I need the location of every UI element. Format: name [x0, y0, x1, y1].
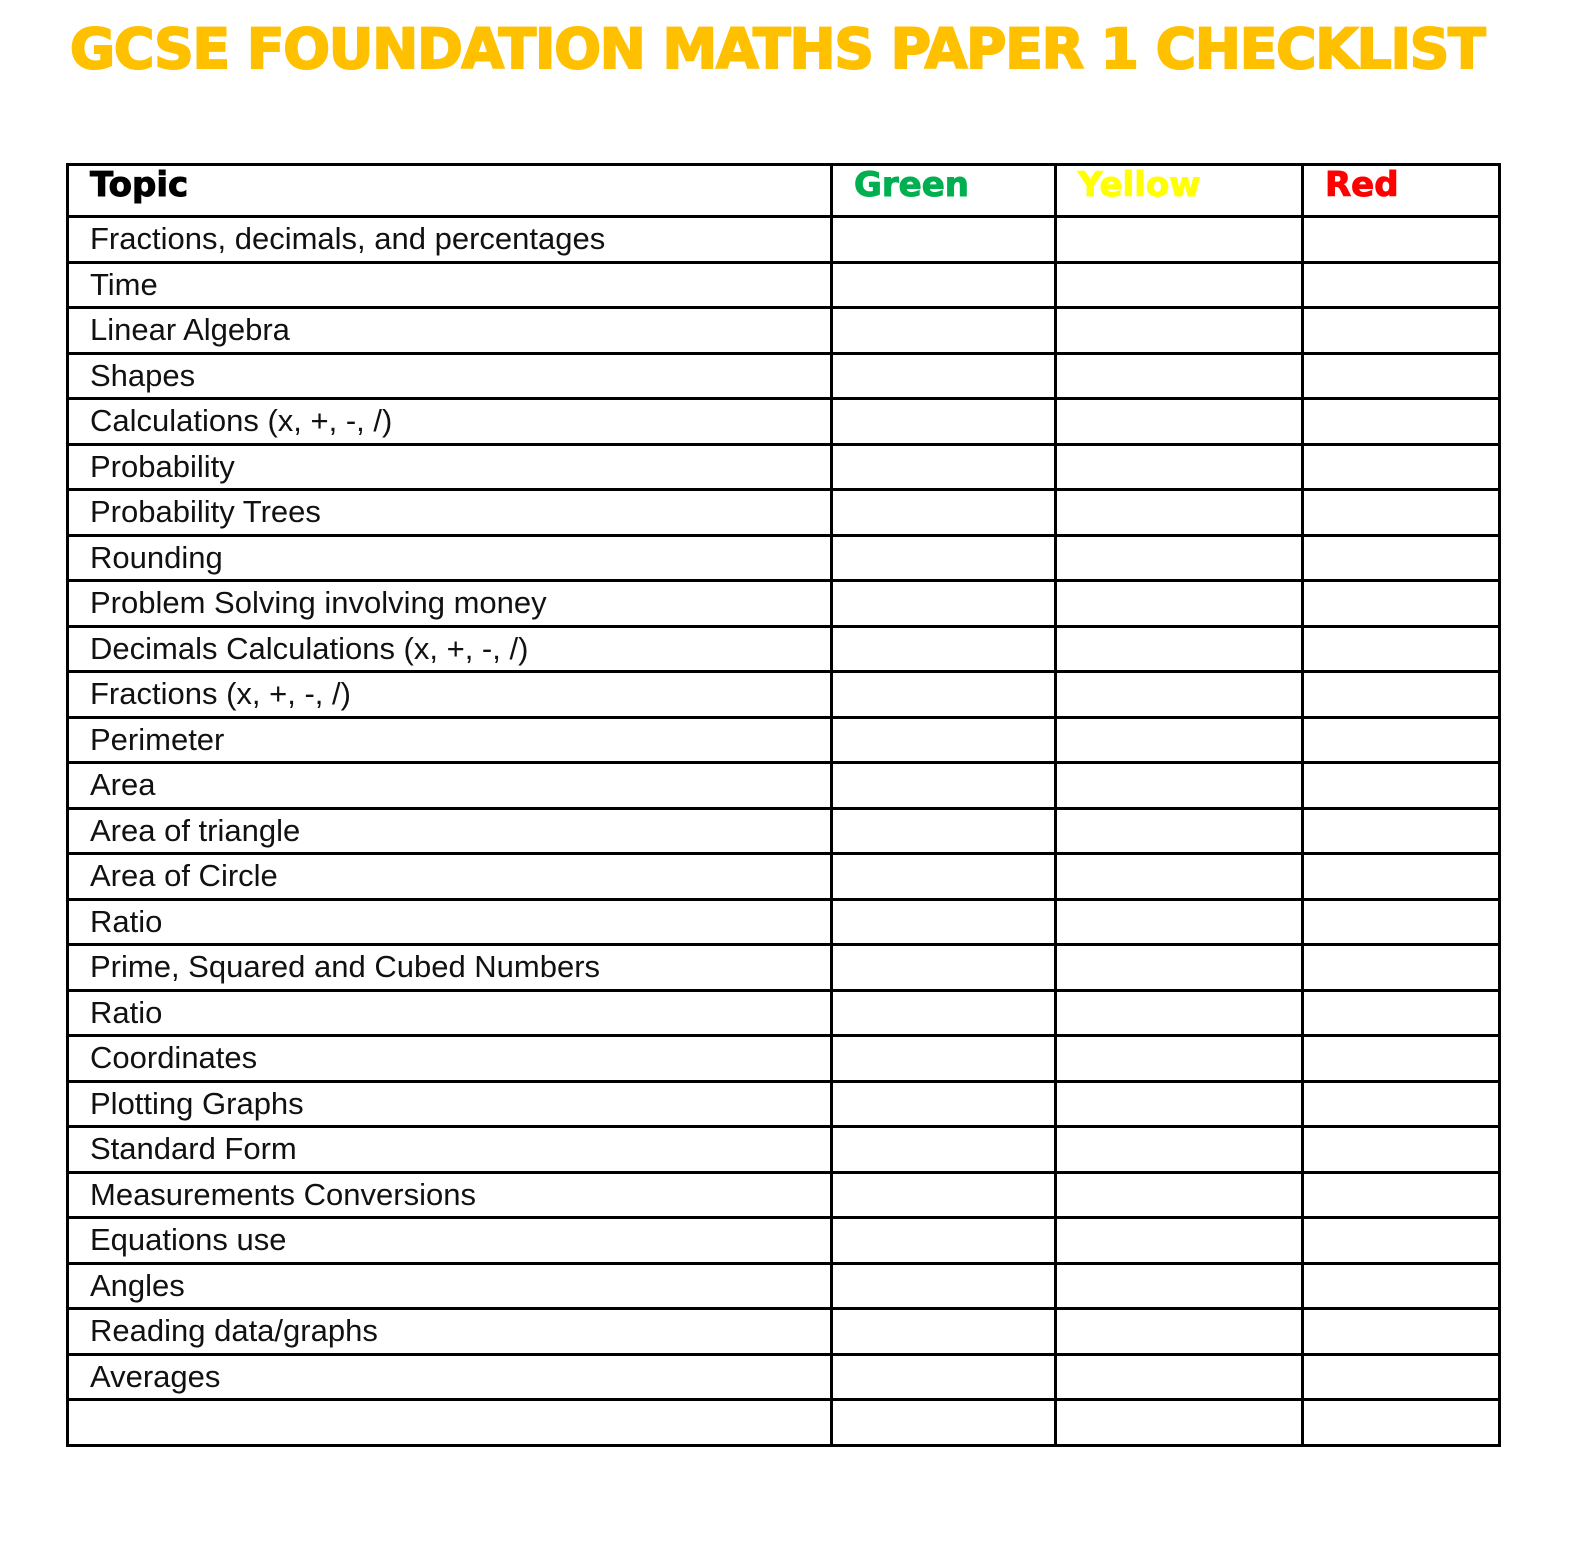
yellow-rating-cell[interactable] — [1056, 854, 1303, 900]
yellow-rating-cell[interactable] — [1056, 1400, 1303, 1446]
green-column-header: Green — [832, 165, 1056, 217]
yellow-column-header: Yellow — [1056, 165, 1303, 217]
red-rating-cell[interactable] — [1303, 399, 1500, 445]
green-rating-cell[interactable] — [832, 1218, 1056, 1264]
green-rating-cell[interactable] — [832, 1172, 1056, 1218]
green-rating-cell[interactable] — [832, 535, 1056, 581]
table-row — [68, 1263, 1500, 1309]
red-rating-cell[interactable] — [1303, 854, 1500, 900]
green-rating-cell[interactable] — [832, 808, 1056, 854]
green-rating-cell[interactable] — [832, 581, 1056, 627]
topic-cell: Linear Algebra — [68, 308, 832, 354]
yellow-rating-cell[interactable] — [1056, 1309, 1303, 1355]
table-row — [68, 1172, 1500, 1218]
red-rating-cell[interactable] — [1303, 1036, 1500, 1082]
topic-cell: Calculations (x, +, -, /) — [68, 399, 832, 445]
red-rating-cell[interactable] — [1303, 1127, 1500, 1173]
red-rating-cell[interactable] — [1303, 1172, 1500, 1218]
green-rating-cell[interactable] — [832, 1400, 1056, 1446]
red-column-header: Red — [1303, 165, 1500, 217]
table-row — [68, 308, 1500, 354]
yellow-rating-cell[interactable] — [1056, 1172, 1303, 1218]
table-row — [68, 672, 1500, 718]
topic-cell: Area — [68, 763, 832, 809]
green-rating-cell[interactable] — [832, 945, 1056, 991]
yellow-rating-cell[interactable] — [1056, 353, 1303, 399]
green-rating-cell[interactable] — [832, 990, 1056, 1036]
red-rating-cell[interactable] — [1303, 1400, 1500, 1446]
green-rating-cell[interactable] — [832, 353, 1056, 399]
yellow-rating-cell[interactable] — [1056, 399, 1303, 445]
topic-cell: Prime, Squared and Cubed Numbers — [68, 945, 832, 991]
table-row — [68, 1400, 1500, 1446]
red-rating-cell[interactable] — [1303, 1263, 1500, 1309]
topic-cell: Angles — [68, 1263, 832, 1309]
green-rating-cell[interactable] — [832, 1036, 1056, 1082]
table-row — [68, 899, 1500, 945]
topic-cell: Averages — [68, 1354, 832, 1400]
green-rating-cell[interactable] — [832, 217, 1056, 263]
red-rating-cell[interactable] — [1303, 535, 1500, 581]
table-row — [68, 626, 1500, 672]
green-rating-cell[interactable] — [832, 308, 1056, 354]
red-rating-cell[interactable] — [1303, 808, 1500, 854]
red-rating-cell[interactable] — [1303, 1081, 1500, 1127]
table-row — [68, 1218, 1500, 1264]
topic-cell: Problem Solving involving money — [68, 581, 832, 627]
yellow-rating-cell[interactable] — [1056, 535, 1303, 581]
yellow-rating-cell[interactable] — [1056, 1218, 1303, 1264]
red-rating-cell[interactable] — [1303, 763, 1500, 809]
table-row — [68, 717, 1500, 763]
green-rating-cell[interactable] — [832, 399, 1056, 445]
table-row — [68, 581, 1500, 627]
topic-cell: Plotting Graphs — [68, 1081, 832, 1127]
topic-cell: Area of triangle — [68, 808, 832, 854]
green-rating-cell[interactable] — [832, 444, 1056, 490]
green-rating-cell[interactable] — [832, 1127, 1056, 1173]
green-rating-cell[interactable] — [832, 262, 1056, 308]
topic-cell: Probability — [68, 444, 832, 490]
red-rating-cell[interactable] — [1303, 490, 1500, 536]
page-title: GCSE FOUNDATION MATHS PAPER 1 CHECKLIST — [70, 17, 1485, 81]
red-rating-cell[interactable] — [1303, 626, 1500, 672]
green-rating-cell[interactable] — [832, 672, 1056, 718]
green-rating-cell[interactable] — [832, 717, 1056, 763]
header-row — [68, 165, 1500, 217]
red-rating-cell[interactable] — [1303, 217, 1500, 263]
green-rating-cell[interactable] — [832, 490, 1056, 536]
red-rating-cell[interactable] — [1303, 262, 1500, 308]
yellow-rating-cell[interactable] — [1056, 262, 1303, 308]
topic-cell: Perimeter — [68, 717, 832, 763]
red-rating-cell[interactable] — [1303, 945, 1500, 991]
table-row — [68, 1309, 1500, 1355]
yellow-rating-cell[interactable] — [1056, 1263, 1303, 1309]
red-rating-cell[interactable] — [1303, 990, 1500, 1036]
table-row — [68, 808, 1500, 854]
yellow-rating-cell[interactable] — [1056, 626, 1303, 672]
table-row — [68, 353, 1500, 399]
yellow-rating-cell[interactable] — [1056, 672, 1303, 718]
topic-cell: Measurements Conversions — [68, 1172, 832, 1218]
table-row — [68, 1081, 1500, 1127]
topic-cell: Decimals Calculations (x, +, -, /) — [68, 626, 832, 672]
topic-cell: Ratio — [68, 899, 832, 945]
table-row — [68, 217, 1500, 263]
red-rating-cell[interactable] — [1303, 581, 1500, 627]
topic-cell: Time — [68, 262, 832, 308]
yellow-rating-cell[interactable] — [1056, 217, 1303, 263]
table-row — [68, 490, 1500, 536]
red-rating-cell[interactable] — [1303, 717, 1500, 763]
yellow-rating-cell[interactable] — [1056, 581, 1303, 627]
yellow-rating-cell[interactable] — [1056, 444, 1303, 490]
yellow-rating-cell[interactable] — [1056, 1036, 1303, 1082]
red-rating-cell[interactable] — [1303, 444, 1500, 490]
green-rating-cell[interactable] — [832, 1263, 1056, 1309]
red-rating-cell[interactable] — [1303, 308, 1500, 354]
topic-cell — [68, 1400, 832, 1446]
green-rating-cell[interactable] — [832, 1354, 1056, 1400]
red-rating-cell[interactable] — [1303, 1218, 1500, 1264]
table-row — [68, 1036, 1500, 1082]
topic-cell: Fractions, decimals, and percentages — [68, 217, 832, 263]
yellow-rating-cell[interactable] — [1056, 763, 1303, 809]
topic-cell: Shapes — [68, 353, 832, 399]
table-row — [68, 262, 1500, 308]
yellow-rating-cell[interactable] — [1056, 1081, 1303, 1127]
table-row — [68, 990, 1500, 1036]
yellow-rating-cell[interactable] — [1056, 717, 1303, 763]
topic-cell: Rounding — [68, 535, 832, 581]
green-rating-cell[interactable] — [832, 854, 1056, 900]
green-rating-cell[interactable] — [832, 626, 1056, 672]
table-row — [68, 444, 1500, 490]
table-row — [68, 1354, 1500, 1400]
green-rating-cell[interactable] — [832, 1309, 1056, 1355]
topic-cell: Reading data/graphs — [68, 1309, 832, 1355]
red-rating-cell[interactable] — [1303, 899, 1500, 945]
topic-cell: Standard Form — [68, 1127, 832, 1173]
table-row — [68, 535, 1500, 581]
table-row — [68, 399, 1500, 445]
red-rating-cell[interactable] — [1303, 1354, 1500, 1400]
topic-cell: Coordinates — [68, 1036, 832, 1082]
green-rating-cell[interactable] — [832, 1081, 1056, 1127]
topic-cell: Ratio — [68, 990, 832, 1036]
topic-column-header: Topic — [68, 165, 832, 217]
yellow-rating-cell[interactable] — [1056, 808, 1303, 854]
yellow-rating-cell[interactable] — [1056, 308, 1303, 354]
green-rating-cell[interactable] — [832, 763, 1056, 809]
checklist-body — [68, 217, 1500, 1446]
topic-cell: Probability Trees — [68, 490, 832, 536]
green-rating-cell[interactable] — [832, 899, 1056, 945]
topic-cell: Fractions (x, +, -, /) — [68, 672, 832, 718]
yellow-rating-cell[interactable] — [1056, 1354, 1303, 1400]
yellow-rating-cell[interactable] — [1056, 945, 1303, 991]
topic-checklist-table — [66, 163, 1501, 1447]
red-rating-cell[interactable] — [1303, 1309, 1500, 1355]
topic-cell: Area of Circle — [68, 854, 832, 900]
table-row — [68, 945, 1500, 991]
table-row — [68, 854, 1500, 900]
yellow-rating-cell[interactable] — [1056, 990, 1303, 1036]
yellow-rating-cell[interactable] — [1056, 490, 1303, 536]
red-rating-cell[interactable] — [1303, 353, 1500, 399]
yellow-rating-cell[interactable] — [1056, 899, 1303, 945]
yellow-rating-cell[interactable] — [1056, 1127, 1303, 1173]
red-rating-cell[interactable] — [1303, 672, 1500, 718]
topic-cell: Equations use — [68, 1218, 832, 1264]
table-row — [68, 1127, 1500, 1173]
table-row — [68, 763, 1500, 809]
